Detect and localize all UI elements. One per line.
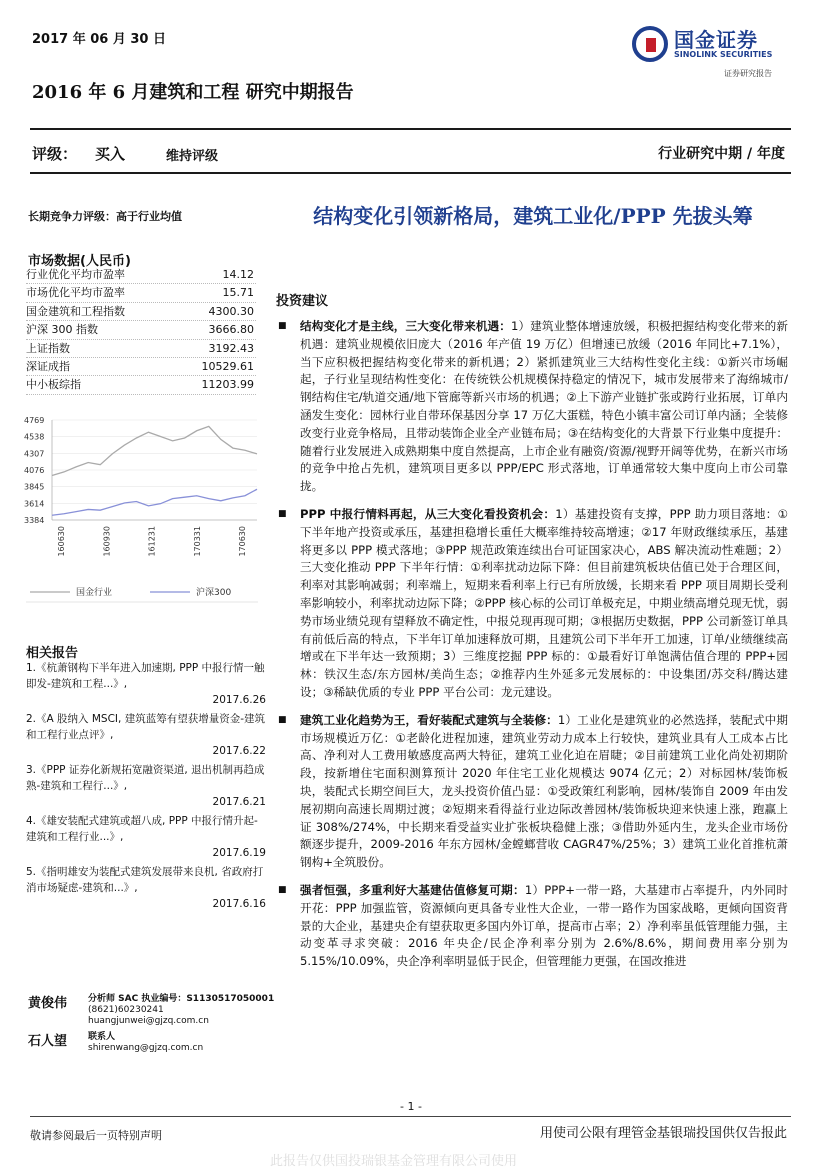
maintain-rating: 维持评级 [166, 149, 219, 164]
related-report-item[interactable] [26, 813, 266, 861]
market-row-value: 15.71 [222, 286, 254, 300]
x-tick-label: 160930 [102, 526, 112, 557]
logo-name-en: SINOLINK SECURITIES [674, 50, 773, 59]
market-row-label: 市场优化平均市盈率 [26, 286, 125, 300]
bullet-heading: 建筑工业化趋势为王，看好装配式建筑与全装修： [300, 712, 558, 727]
related-reports-list [26, 660, 266, 915]
index-line-chart [22, 408, 262, 608]
investment-bullets [278, 318, 788, 981]
investment-advice-title: 投资建议 [276, 294, 329, 309]
analyst-info-2 [88, 1032, 203, 1054]
main-title: 结构变化引领新格局，建筑工业化/PPP 先拔头筹 [313, 204, 753, 228]
rating-value: 买入 [95, 145, 126, 163]
footer-disclaimer: 敬请参阅最后一页特别声明 [30, 1129, 162, 1142]
investment-bullet [278, 712, 788, 872]
rating [32, 143, 143, 164]
market-row-value: 10529.61 [201, 359, 254, 373]
analyst-1-email: huangjunwei@gjzq.com.cn [88, 1016, 209, 1026]
market-row-value: 14.12 [222, 268, 254, 281]
analyst-2-email: shirenwang@gjzq.com.cn [88, 1043, 204, 1053]
x-tick-label: 170331 [192, 526, 202, 557]
related-report-item[interactable] [26, 711, 266, 759]
y-tick-label: 3384 [24, 516, 45, 525]
market-row-label: 国金建筑和工程指数 [26, 304, 125, 318]
analyst-1-phone: (8621)60230241 [88, 1005, 164, 1015]
bullet-body: 1）PPP+一带一路，大基建市占率提升，内外同时开花：PPP 加强监管，资源倾向更具备专业性大企业，一带一路作为国家战略，更倾向国资背景的大企业，基建央企有望获取更多国内外订单，提高市占率；2）净利率虽低管理能力强，主动变革寻求突破：2016 年央企/民企净利率分别为 2.6%/8.6%，期间费用率分别为 5.15%/10.09%，央企净利率明显低于民企，但管理能力更强，在国改推进 [300, 882, 788, 969]
series-line-1 [52, 426, 257, 475]
y-tick-label: 4076 [24, 466, 45, 475]
market-row [26, 321, 256, 339]
long-term-rating: 长期竞争力评级：高于行业均值 [28, 210, 182, 223]
analyst-name-1: 黄俊伟 [28, 996, 68, 1011]
related-report-title: 5.《指明雄安为装配式建筑发展带来良机, 省政府打消市场疑虑-建筑和...》, [26, 866, 264, 894]
market-row [26, 376, 256, 394]
related-report-date: 2017.6.19 [212, 847, 266, 859]
market-row-label: 沪深 300 指数 [26, 323, 98, 337]
analyst-name-2: 石人望 [28, 1034, 68, 1049]
investment-bullet [278, 882, 788, 971]
bullet-heading: PPP 中报行情料再起，从三大变化看投资机会： [300, 506, 556, 521]
market-row [26, 266, 256, 284]
investment-bullet [278, 318, 788, 496]
footer-usage-note: 用使司公限有理管金基银瑞投国供仅告报此 [539, 1126, 787, 1141]
rating-label: 评级： [32, 145, 78, 163]
related-report-date: 2017.6.21 [212, 796, 266, 808]
related-report-title: 3.《PPP 证券化新规拓宽融资渠道, 退出机制再趋成熟-建筑和工程行...》, [26, 764, 265, 792]
related-report-item[interactable] [26, 660, 266, 708]
related-report-title: 1.《杭萧钢构下半年进入加速期, PPP 中报行情一触即发-建筑和工程...》, [26, 662, 265, 690]
logo-mark-icon [632, 26, 668, 62]
related-report-title: 4.《雄安装配式建筑或超八成, PPP 中报行情升起-建筑和工程行业...》, [26, 815, 258, 843]
footer-rule [30, 1116, 791, 1117]
market-row-label: 深证成指 [26, 359, 70, 373]
y-tick-label: 4538 [24, 432, 45, 442]
y-tick-label: 4769 [24, 416, 45, 425]
sinolink-logo [632, 22, 792, 82]
related-report-item[interactable] [26, 762, 266, 810]
analyst-2-role: 联系人 [88, 1032, 116, 1042]
related-report-date: 2017.6.26 [212, 694, 266, 706]
related-report-title: 2.《A 股纳入 MSCI, 建筑蓝筹有望获增量资金-建筑和工程行业点评》, [26, 713, 265, 741]
rating-rule [30, 172, 791, 174]
legend-label: 沪深300 [196, 588, 232, 598]
market-row-label: 中小板综指 [26, 378, 81, 392]
y-tick-label: 3845 [24, 482, 45, 492]
investment-bullet [278, 506, 788, 702]
report-title: 2016 年 6 月建筑和工程 研究中期报告 [32, 82, 354, 103]
page-number: - 1 - [400, 1100, 422, 1113]
y-tick-label: 3614 [24, 499, 45, 509]
market-data-table [26, 266, 256, 395]
analyst-1-sac: 分析师 SAC 执业编号：S1130517050001 [88, 994, 275, 1004]
related-report-item[interactable] [26, 864, 266, 912]
report-date: 2017 年 06 月 30 日 [32, 32, 166, 47]
market-row-value: 3192.43 [208, 341, 254, 355]
y-tick-label: 4307 [24, 449, 45, 459]
market-row [26, 358, 256, 376]
analyst-info-1 [88, 994, 274, 1027]
market-row-value: 3666.80 [208, 323, 254, 337]
related-report-date: 2017.6.22 [212, 745, 266, 757]
market-row [26, 303, 256, 321]
market-row-value: 4300.30 [208, 304, 254, 318]
related-reports-title: 相关报告 [26, 646, 79, 661]
bullet-body: 1）基建投资有支撑，PPP 助力项目落地：①下半年地产投资或承压，基建担稳增长重任大概率维持较高增速；②17 年财政继续承压，基建将更多以 PPP 模式落地；③PPP 规范政策连续出台可证国家决心，ABS 解决流动性难题；2）三大变化推动 PPP 下半年行情：①利率扰动边际下降：但目前建筑板块估值已处于合理区间，利率对其影响减弱；利率端上，短期来看利率上行已有所放缓，长期来看 PPP 项目周期长受利率影响较小，利率扰动边际下降；②PPP 核心标的公司订单极充足，中期业绩高增兑现无忧，弱势市场业绩兑现有望释放不确定性，中报兑现再现可期；③根据历史数据，PPP 公司新签订单具有前低后高的特点，下半年订单加速释放可期，且建筑公司下半年开工加速，订单/业绩继续高增或在下半年达一致预期；3）三维度挖掘 PPP 标的：①最看好订单饱满估值合理的 PPP+园林：铁汉生态/东方园林/美尚生态；②推荐内生外延多元发展标的：中设集团/苏交科/腾达建设；③稀缺优质的专业 PPP 平台公司：龙元建设。 [300, 506, 789, 699]
x-tick-label: 160630 [57, 526, 66, 557]
market-row-value: 11203.99 [201, 378, 254, 392]
logo-subtitle: 证券研究报告 [724, 69, 772, 78]
series-line-2 [52, 489, 257, 515]
legend-label: 国金行业 [76, 588, 113, 598]
industry-label: 行业研究中期 / 年度 [658, 146, 785, 162]
logo-name-cn: 国金证券 [674, 28, 758, 52]
bullet-heading: 结构变化才是主线，三大变化带来机遇： [300, 319, 511, 333]
x-tick-label: 161231 [147, 526, 157, 557]
bullet-heading: 强者恒强，多重利好大基建估值修复可期： [300, 882, 525, 897]
market-data-title: 市场数据(人民币) [28, 254, 131, 269]
market-row-label: 上证指数 [26, 341, 70, 355]
bullet-body: 1）建筑业整体增速放缓，积极把握结构变化带来的新机遇：建筑业规模依旧庞大（2016 年产值 19 万亿）但增速已放缓（2016 年同比+7.1%），当下应积极把握结构变化带来的新机遇；2）紧抓建筑业三大结构性变化主线：①新兴市场崛起，子行业呈现结构性变化：在传统铁公机规模保持稳定的情况下，城市发展带来了海绵城市/钢结构住宅/轨道交通/地下管廊等新兴市场的机遇；②上下游产业链扩张或跨行业拓展，订单内涵发生变化：园林行业自带环保基因分享 17 万亿大蛋糕，特色小镇丰富公司订单内涵；全装修改变行业竞争格局，且带动装饰企业全产业链布局；③在结构变化的大背景下行业集中度提升：随着行业发展进入成熟期集中度自然提高，上市企业有融资/资源/视野开阔等优势，在新兴市场的竞争中抢占先机，建筑项目更多以 PPP/EPC 形式落地，订单通常较大集中度向上市公司靠拢。 [300, 319, 788, 494]
x-tick-label: 170630 [238, 526, 247, 557]
market-row-label: 行业优化平均市盈率 [26, 268, 125, 281]
market-row [26, 340, 256, 358]
watermark: 此报告仅供国投瑞银基金管理有限公司使用 [270, 1154, 518, 1169]
bullet-body: 1）工业化是建筑业的必然选择，装配式中期市场规模近万亿：①老龄化进程加速，建筑业劳动力成本上行较快，建筑业具有人工成本占比高、净利对人工费用敏感度高两大特征，建筑工业化迫在眉睫；②目前建筑工业化尚处初期阶段，按新增住宅面积测算预计 2020 年住宅工业化规模达 9074 亿元；2）对标园林/装饰板块，装配式长期空间巨大，龙头投资价值凸显：①受政策红利影响，园林/装饰自 2009 年由发展初期向高速长周期过渡；②短期来看得益行业边际改善园林/装饰板块迎来快速上涨，跑赢上证 308%/274%，中长期来看受益实业扩张板块稳健上涨；③借助外延内生，龙头企业市场份额逐步提升，2009-2016 年东方园林/金螳螂营收 CAGR47%/25%；3）建筑工业化首推杭萧钢构+全筑股份。 [300, 712, 788, 870]
market-row [26, 284, 256, 302]
related-report-date: 2017.6.16 [212, 898, 266, 910]
header-rule [30, 128, 791, 130]
